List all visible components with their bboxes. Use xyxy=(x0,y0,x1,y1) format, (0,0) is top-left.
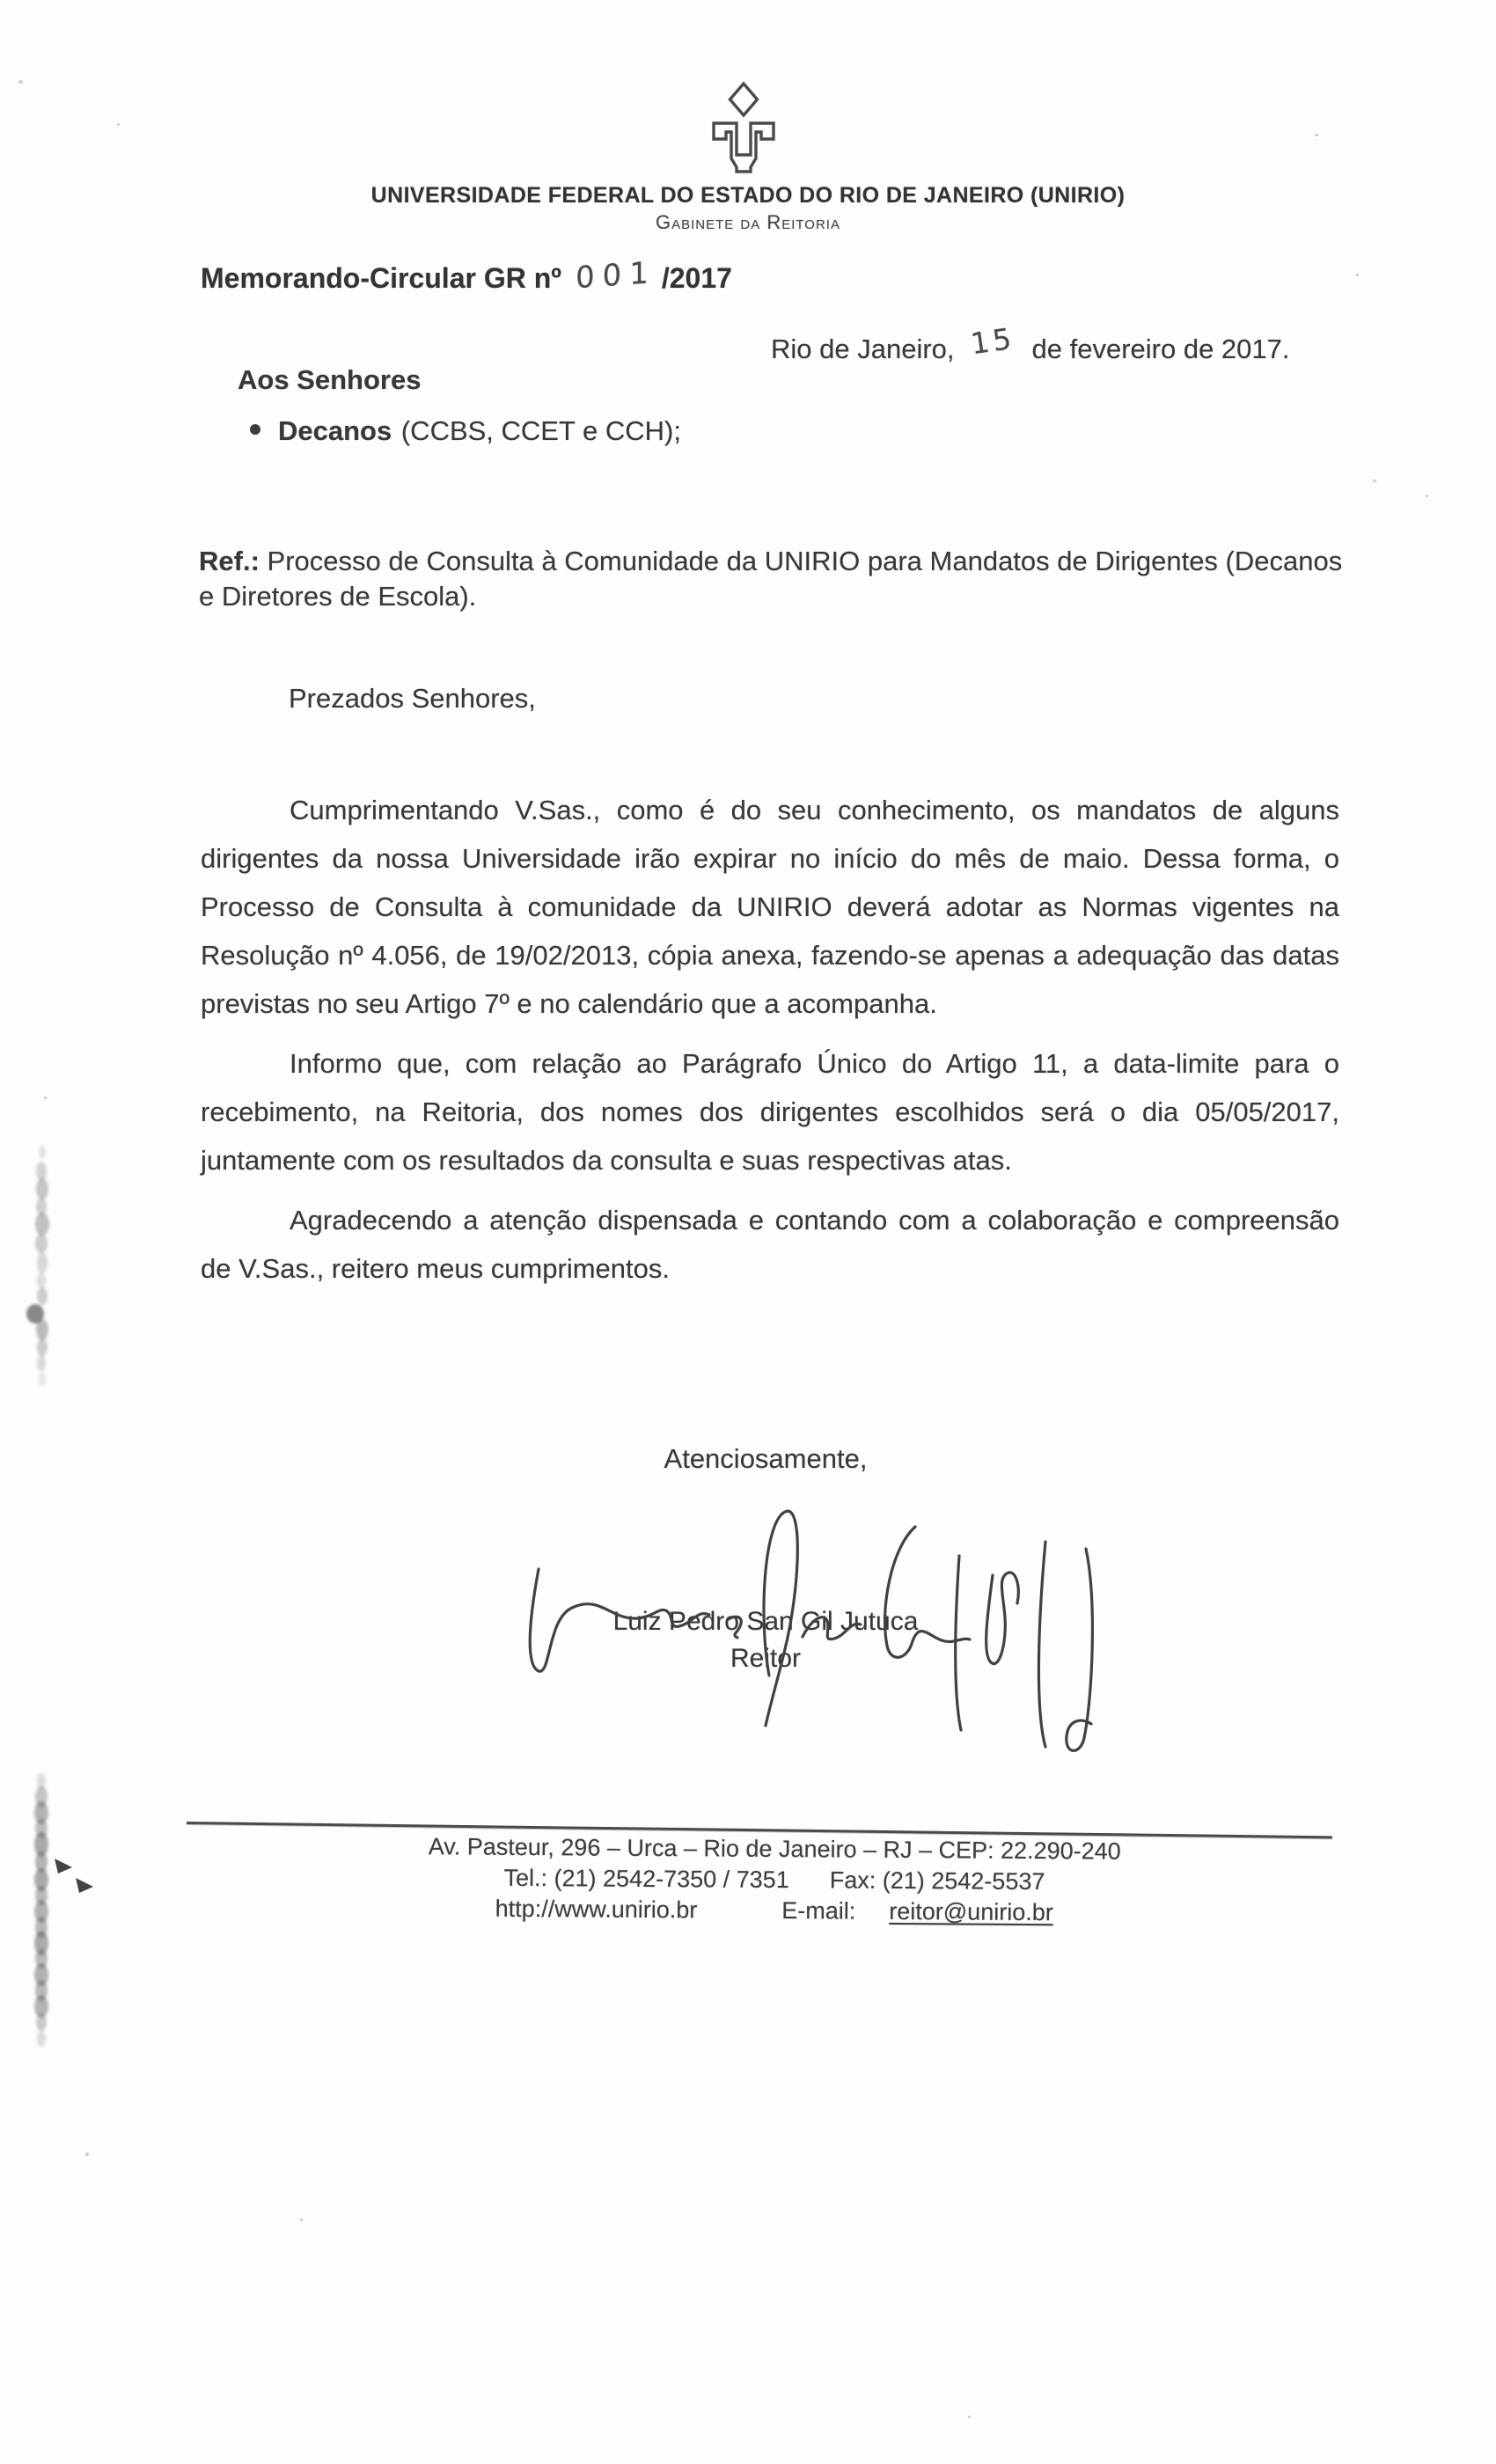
scan-smudge-strip-lower xyxy=(25,1771,121,2070)
scan-speck xyxy=(1426,495,1428,497)
date-place: Rio de Janeiro, xyxy=(771,334,955,364)
scan-speck xyxy=(300,2218,303,2221)
scan-mark-arrow xyxy=(76,1878,93,1893)
reference-line xyxy=(199,544,1360,614)
closing: Atenciosamente, xyxy=(664,1443,868,1474)
letter-body xyxy=(201,786,1339,1304)
university-name: UNIVERSIDADE FEDERAL DO ESTADO DO RIO DE JANEIRO (UNIRIO) xyxy=(370,183,1126,208)
recipient-item-rest: (CCBS, CCET e CCH); xyxy=(400,415,681,446)
memo-number-handwritten: 001 xyxy=(576,254,656,297)
scan-speck xyxy=(1373,480,1376,482)
scan-speck xyxy=(1356,274,1359,276)
body-paragraph-3: Agradecendo a atenção dispensada e contando com a colaboração e compreensão de V.Sas., reitero meus cumprimentos. xyxy=(201,1205,1339,1284)
date-rest: de fevereiro de 2017. xyxy=(1031,334,1290,364)
memo-year: /2017 xyxy=(661,262,732,294)
reference-text: Processo de Consulta à Comunidade da UNIRIO para Mandatos de Dirigentes (Decanos e Diretores de Escola). xyxy=(199,546,1343,612)
office-name: Gabinete da Reitoria xyxy=(656,211,840,233)
unirio-logo-icon xyxy=(700,81,788,187)
footer-email: reitor@unirio.br xyxy=(889,1897,1053,1926)
footer-address: Av. Pasteur, 296 – Urca – Rio de Janeiro – RJ – CEP: 22.290-240 xyxy=(428,1833,1121,1865)
bullet-icon xyxy=(250,424,260,435)
memo-number-line xyxy=(201,254,732,297)
body-paragraph-1: Cumprimentando V.Sas., como é do seu conhecimento, os mandatos de alguns dirigentes da nossa Universidade irão expirar no início do mês de maio. Dessa forma, o Processo de Consulta à comunidade da UNIRIO deverá adotar as Normas vigentes na Resolução nº 4.056, de 19/02/2013, cópia anexa, fazendo-se apenas a adequação das datas previstas no seu Artigo 7º e no calendário que a acompanha. xyxy=(201,795,1339,1019)
footer-email-label: E-mail: xyxy=(781,1897,856,1925)
signer-role: Reitor xyxy=(730,1644,802,1673)
memo-label: Memorando-Circular GR nº xyxy=(201,262,561,294)
body-paragraph-2: Informo que, com relação ao Parágrafo Único do Artigo 11, a data-limite para o recebimento, na Reitoria, dos nomes dos dirigentes escolhidos será o dia 05/05/2017, juntamente com os resultados da consulta e suas respectivas atas. xyxy=(201,1048,1339,1176)
scan-speck xyxy=(44,1096,47,1099)
footer-tel: Tel.: (21) 2542-7350 / 7351 xyxy=(503,1864,789,1894)
recipient-item-bold: Decanos xyxy=(278,415,392,446)
scan-speck xyxy=(85,2152,89,2156)
scan-mark-arrow xyxy=(55,1859,72,1874)
recipient-item xyxy=(250,415,681,447)
scan-speck xyxy=(968,2416,971,2418)
date-day-handwritten: 15 xyxy=(968,320,1016,362)
scan-speck xyxy=(1315,134,1318,136)
footer xyxy=(189,1830,1360,1930)
footer-website: http://www.unirio.br xyxy=(495,1895,698,1924)
scan-speck xyxy=(117,123,120,126)
reference-label: Ref.: xyxy=(199,546,260,576)
scan-speck xyxy=(18,80,23,84)
signer-name: Luiz Pedro San Gil Jutuca xyxy=(612,1607,919,1636)
footer-fax: Fax: (21) 2542-5537 xyxy=(829,1866,1045,1896)
scan-smudge-strip-upper xyxy=(25,1140,95,1404)
salutation: Prezados Senhores, xyxy=(289,683,536,714)
recipients-heading: Aos Senhores xyxy=(238,364,422,395)
date-line xyxy=(771,320,1290,365)
scan-speck xyxy=(770,1062,773,1065)
